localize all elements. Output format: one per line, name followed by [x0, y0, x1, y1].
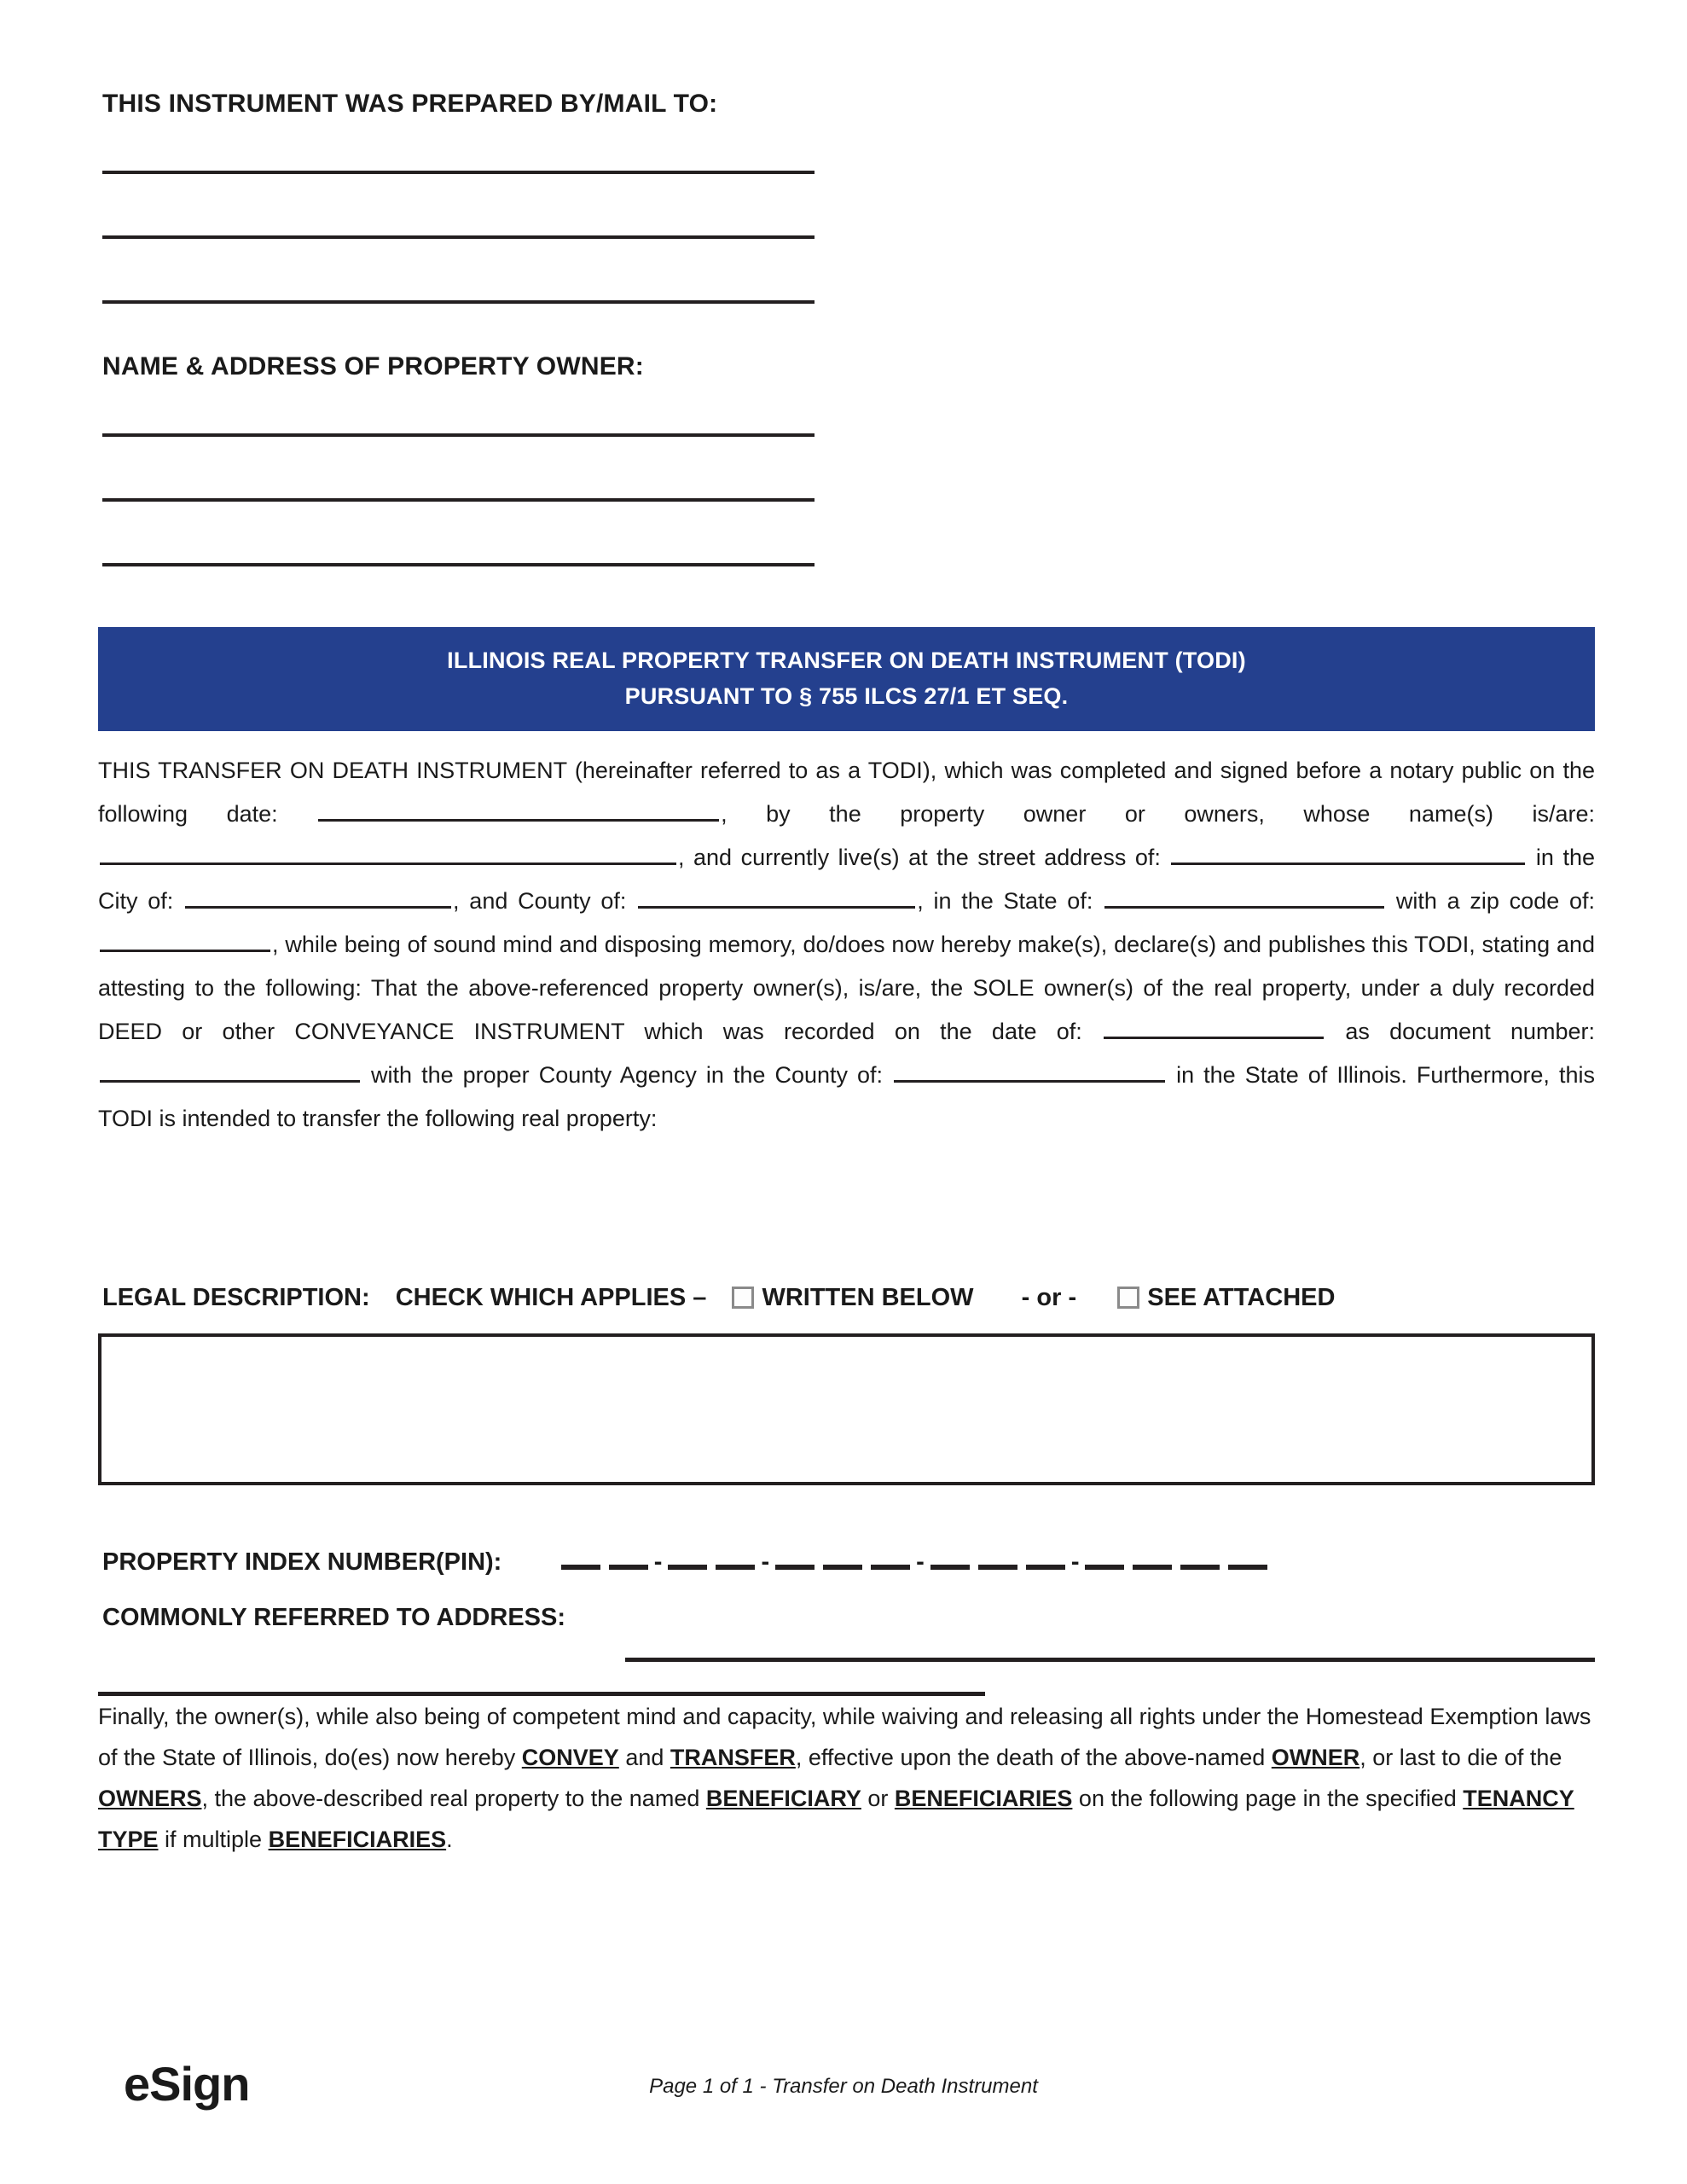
- pin-separator: -: [761, 1548, 770, 1576]
- pin-digit-blank[interactable]: [1228, 1546, 1267, 1570]
- county-agency-field[interactable]: [894, 1054, 1165, 1083]
- pin-digit-blank[interactable]: [930, 1546, 970, 1570]
- banner-line-2: PURSUANT TO § 755 ILCS 27/1 ET SEQ.: [624, 683, 1069, 709]
- owner-line-2[interactable]: [102, 498, 815, 502]
- page-footer-note: Page 1 of 1 - Transfer on Death Instrument: [649, 2075, 1038, 2098]
- prepared-by-label: THIS INSTRUMENT WAS PREPARED BY/MAIL TO:: [102, 90, 718, 118]
- beneficiary-term: BENEFICIARY: [705, 1786, 861, 1811]
- closing-paragraph: [98, 1696, 1595, 1860]
- street-address-field[interactable]: [1171, 837, 1525, 865]
- pin-digit-blank[interactable]: [871, 1546, 910, 1570]
- owner-line-3[interactable]: [102, 563, 815, 566]
- closing-text-3: , effective upon the death of the above-named: [795, 1745, 1272, 1770]
- title-banner: [98, 627, 1595, 731]
- pin-digit-blank[interactable]: [978, 1546, 1017, 1570]
- pin-entry-group[interactable]: [557, 1546, 1272, 1577]
- legal-description-label: LEGAL DESCRIPTION:: [102, 1284, 370, 1311]
- pin-digit-blank[interactable]: [668, 1546, 707, 1570]
- pin-digit-blank[interactable]: [823, 1546, 862, 1570]
- closing-text-9: .: [446, 1827, 453, 1852]
- body-text-3: , and currently live(s) at the street address of:: [678, 845, 1161, 870]
- body-text-6: , in the State of:: [917, 888, 1093, 914]
- legal-description-textbox[interactable]: [98, 1333, 1595, 1485]
- prepared-by-line-2[interactable]: [102, 235, 815, 239]
- closing-text-7: on the following page in the specified: [1072, 1786, 1464, 1811]
- check-which-applies-label: CHECK WHICH APPLIES –: [395, 1284, 707, 1311]
- body-text-4: in the City of:: [98, 845, 1595, 914]
- beneficiaries-term-2: BENEFICIARIES: [268, 1827, 447, 1852]
- pin-digit-blank[interactable]: [1085, 1546, 1124, 1570]
- owners-term: OWNERS: [98, 1786, 202, 1811]
- city-field[interactable]: [185, 880, 451, 909]
- or-label: - or -: [1021, 1284, 1077, 1311]
- closing-text-8: if multiple: [158, 1827, 269, 1852]
- pin-digit-blank[interactable]: [775, 1546, 815, 1570]
- owner-line-1[interactable]: [102, 433, 815, 437]
- pin-digit-blank[interactable]: [1180, 1546, 1220, 1570]
- pin-separator: -: [653, 1548, 663, 1576]
- prepared-by-line-3[interactable]: [102, 300, 815, 304]
- recorded-date-field[interactable]: [1104, 1011, 1324, 1039]
- esign-logo: eSign: [124, 2057, 250, 2111]
- owner-names-field[interactable]: [100, 837, 676, 865]
- notary-date-field[interactable]: [318, 793, 719, 822]
- closing-text-5: , the above-described real property to the named: [201, 1786, 706, 1811]
- commonly-referred-address-line-1[interactable]: [625, 1658, 1595, 1662]
- body-text-8: , while being of sound mind and disposing memory, do/does now hereby make(s), declare(s) and publishes this TODI, stating and attesting to the following: That the above-referenced property owner(s), is/are, the SOLE owner(s) of the real property, under a duly recorded DEED or other CONVEYANCE INSTRUMENT which was recorded on the date of:: [98, 932, 1595, 1044]
- pin-digit-blank[interactable]: [1026, 1546, 1065, 1570]
- property-owner-label: NAME & ADDRESS OF PROPERTY OWNER:: [102, 352, 644, 380]
- body-text-1: THIS TRANSFER ON DEATH INSTRUMENT (hereinafter referred to as a TODI), which was completed and signed before a notary public on the following date:: [98, 758, 1595, 827]
- prepared-by-line-1[interactable]: [102, 171, 815, 174]
- body-text-10: with the proper County Agency in the County of:: [371, 1062, 884, 1088]
- body-text-5: , and County of:: [453, 888, 627, 914]
- zip-code-field[interactable]: [100, 924, 270, 952]
- body-text-11: in the State of Illinois. Furthermore, this TODI is intended to transfer the following real property:: [98, 1062, 1595, 1131]
- checkbox-written-below[interactable]: [732, 1287, 754, 1309]
- body-text-9: as document number:: [1345, 1019, 1596, 1044]
- banner-line-1: ILLINOIS REAL PROPERTY TRANSFER ON DEATH INSTRUMENT (TODI): [447, 648, 1246, 673]
- pin-digit-blank[interactable]: [716, 1546, 755, 1570]
- state-field[interactable]: [1104, 880, 1384, 909]
- convey-term: CONVEY: [521, 1745, 619, 1770]
- closing-text-1: Finally, the owner(s), while also being of competent mind and capacity, while waiving and releasing all rights under the Homestead Exemption laws of the State of Illinois, do(es) now hereby: [98, 1704, 1591, 1770]
- closing-text-6: or: [861, 1786, 895, 1811]
- written-below-label: WRITTEN BELOW: [762, 1284, 974, 1311]
- pin-separator: -: [916, 1548, 925, 1576]
- pin-digit-blank[interactable]: [1133, 1546, 1172, 1570]
- tenancy-type-term: TENANCY TYPE: [98, 1786, 1574, 1852]
- body-text-7: with a zip code of:: [1395, 888, 1596, 914]
- county-field[interactable]: [638, 880, 915, 909]
- beneficiaries-term: BENEFICIARIES: [894, 1786, 1073, 1811]
- pin-digit-blank[interactable]: [561, 1546, 600, 1570]
- legal-description-header: [102, 1284, 1335, 1312]
- pin-digit-blank[interactable]: [609, 1546, 648, 1570]
- pin-label: PROPERTY INDEX NUMBER(PIN):: [102, 1548, 502, 1576]
- transfer-term: TRANSFER: [670, 1745, 796, 1770]
- document-number-field[interactable]: [100, 1054, 360, 1083]
- commonly-referred-address-label: COMMONLY REFERRED TO ADDRESS:: [102, 1604, 565, 1631]
- pin-separator: -: [1070, 1548, 1080, 1576]
- body-paragraph: [98, 749, 1595, 1141]
- see-attached-label: SEE ATTACHED: [1147, 1284, 1336, 1311]
- body-text-2: , by the property owner or owners, whose name(s) is/are:: [721, 801, 1595, 827]
- checkbox-see-attached[interactable]: [1117, 1287, 1139, 1309]
- closing-text-2: and: [618, 1745, 670, 1770]
- owner-term: OWNER: [1271, 1745, 1360, 1770]
- closing-text-4: , or last to die of the: [1359, 1745, 1562, 1770]
- pin-row: [102, 1546, 1595, 1577]
